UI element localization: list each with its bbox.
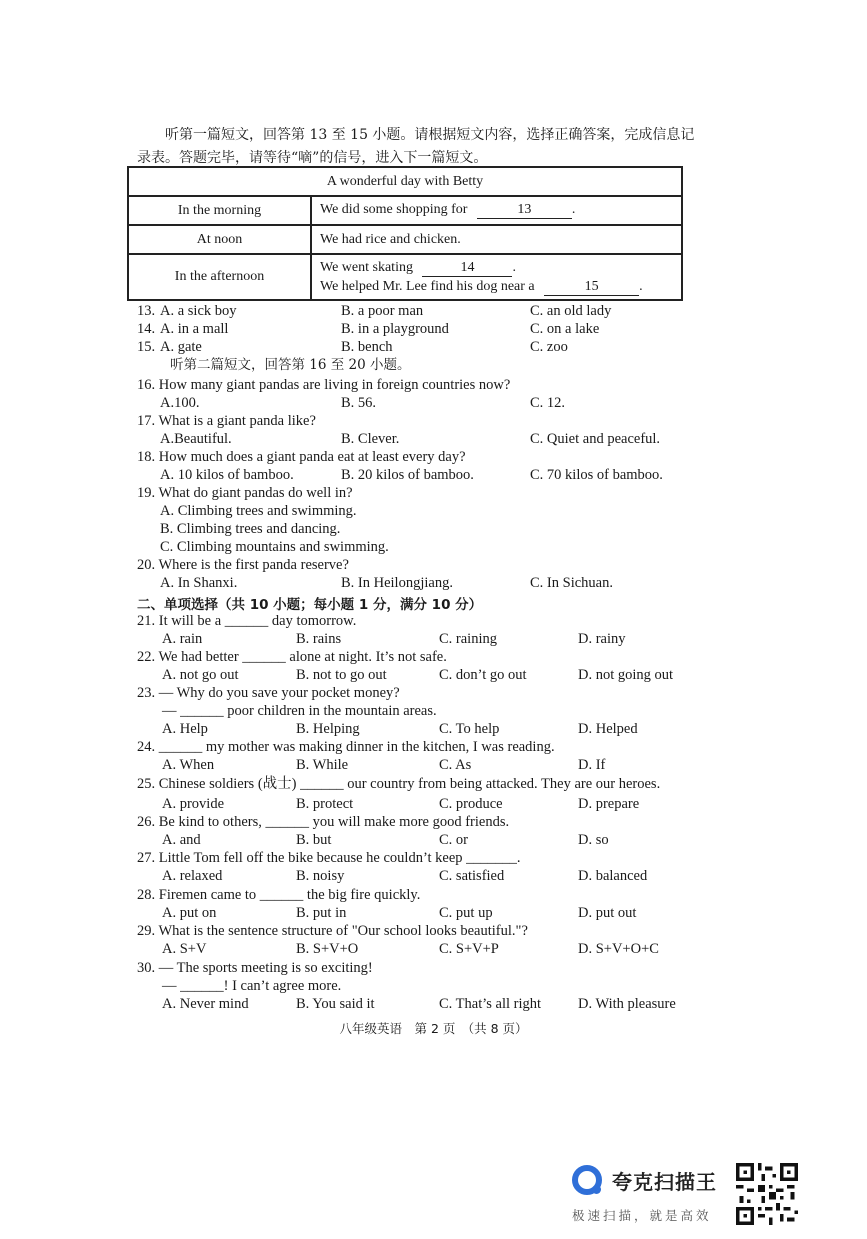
question-stem: 26. Be kind to others, ______ you will make more good friends. (137, 814, 510, 830)
option-c: C. In Sichuan. (530, 575, 613, 591)
option-d: D. rainy (578, 631, 626, 647)
option-c: C. 12. (530, 395, 566, 411)
table-cell-time: At noon (128, 225, 311, 254)
question-stem: 20. Where is the first panda reserve? (137, 557, 349, 573)
option-b: B. but (296, 832, 332, 848)
option-b: B. in a playground (341, 321, 449, 337)
option-a: A. Never mind (162, 996, 249, 1012)
answer-blank-13: 13 (477, 202, 572, 219)
option-a: A. not go out (162, 667, 239, 683)
table-title: A wonderful day with Betty (128, 167, 682, 196)
option-c: C. Quiet and peaceful. (530, 431, 661, 447)
option-b: B. put in (296, 905, 347, 921)
option-a: A. gate (160, 339, 202, 355)
option-b: B. bench (341, 339, 393, 355)
record-table (127, 166, 683, 301)
answer-blank-14: 14 (422, 260, 512, 277)
question-stem: 22. We had better ______ alone at night. It’s not safe. (137, 649, 447, 665)
option-a: A. relaxed (162, 868, 223, 884)
option-b: B. While (296, 757, 349, 773)
option-d: D. If (578, 757, 606, 773)
option-c: C. satisfied (439, 868, 505, 884)
option-b: B. You said it (296, 996, 375, 1012)
option-b: B. noisy (296, 868, 345, 884)
question-stem: 19. What do giant pandas do well in? (137, 485, 353, 501)
option-a: A. S+V (162, 941, 207, 957)
option-a: A. and (162, 832, 201, 848)
option-b: B. 20 kilos of bamboo. (341, 467, 474, 483)
option-b: B. S+V+O (296, 941, 359, 957)
option-a: A. Climbing trees and swimming. (160, 503, 357, 519)
option-b: B. a poor man (341, 303, 424, 319)
option-c: C. Climbing mountains and swimming. (160, 539, 389, 555)
option-b: B. 56. (341, 395, 377, 411)
option-b: B. rains (296, 631, 342, 647)
option-c: C. an old lady (530, 303, 612, 319)
option-a: A. in a mall (160, 321, 229, 337)
question-stem-2: — ______! I can’t agree more. (162, 978, 342, 994)
question-stem: 23. — Why do you save your pocket money? (137, 685, 400, 701)
brand-slogan: 极速扫描，就是高效 (572, 1208, 712, 1223)
question-stem: 24. ______ my mother was making dinner in the kitchen, I was reading. (137, 739, 555, 755)
option-c: C. That’s all right (439, 996, 542, 1012)
option-d: D. prepare (578, 796, 640, 812)
question-stem: 29. What is the sentence structure of "Our school looks beautiful."? (137, 923, 528, 939)
option-c: C. raining (439, 631, 497, 647)
option-d: D. put out (578, 905, 637, 921)
option-d: D. With pleasure (578, 996, 676, 1012)
quark-logo-icon (572, 1165, 602, 1195)
option-a: A. Help (162, 721, 208, 737)
option-c: C. put up (439, 905, 493, 921)
question-stem: 17. What is a giant panda like? (137, 413, 316, 429)
qr-code-icon (733, 1163, 801, 1225)
option-a: A. rain (162, 631, 203, 647)
option-a: A. put on (162, 905, 217, 921)
option-a: A.100. (160, 395, 200, 411)
option-c: C. S+V+P (439, 941, 499, 957)
question-stem: 30. — The sports meeting is so exciting! (137, 960, 373, 976)
option-c: C. or (439, 832, 468, 848)
table-cell-activity: We went skating 14 . We helped Mr. Lee find his dog near a 15 . (311, 254, 682, 300)
option-a: A. In Shanxi. (160, 575, 238, 591)
option-d: D. not going out (578, 667, 674, 683)
option-d: D. Helped (578, 721, 638, 737)
option-a: A.Beautiful. (160, 431, 232, 447)
brand-name: 夸克扫描王 (612, 1169, 717, 1194)
option-c: C. on a lake (530, 321, 600, 337)
option-b: B. Climbing trees and dancing. (160, 521, 341, 537)
option-b: B. In Heilongjiang. (341, 575, 453, 591)
option-b: B. protect (296, 796, 354, 812)
option-d: D. balanced (578, 868, 648, 884)
intro-line-1: 听第一篇短文，回答第 13 至 15 小题。请根据短文内容，选择正确答案，完成信息记 (165, 127, 695, 143)
question-stem: 25. Chinese soldiers (战士) ______ our country from being attacked. They are our heroes. (137, 776, 661, 792)
option-d: D. so (578, 832, 609, 848)
option-a: A. a sick boy (160, 303, 237, 319)
section-title: 二、单项选择（共 10 小题；每小题 1 分，满分 10 分） (137, 597, 483, 613)
question-stem: 27. Little Tom fell off the bike because he couldn’t keep _______. (137, 850, 521, 866)
answer-blank-15: 15 (544, 279, 639, 296)
table-cell-time: In the morning (128, 196, 311, 225)
option-c: C. To help (439, 721, 500, 737)
page-footer: 八年级英语 第 2 页 （共 8 页） (339, 1021, 528, 1036)
question-stem-2: — ______ poor children in the mountain areas. (162, 703, 437, 719)
question-stem: 16. How many giant pandas are living in foreign countries now? (137, 377, 511, 393)
option-c: C. As (439, 757, 472, 773)
question-stem: 21. It will be a ______ day tomorrow. (137, 613, 357, 629)
option-c: C. don’t go out (439, 667, 527, 683)
table-cell-time: In the afternoon (128, 254, 311, 300)
option-b: B. not to go out (296, 667, 387, 683)
scanner-watermark (572, 1165, 717, 1195)
option-c: C. zoo (530, 339, 568, 355)
option-d: D. S+V+O+C (578, 941, 659, 957)
option-c: C. 70 kilos of bamboo. (530, 467, 663, 483)
intro-line-2: 录表。答题完毕，请等待“嘀”的信号，进入下一篇短文。 (137, 150, 488, 166)
option-a: A. 10 kilos of bamboo. (160, 467, 294, 483)
table-cell-activity: We did some shopping for 13 . (311, 196, 682, 225)
option-a: A. provide (162, 796, 225, 812)
question-stem: 28. Firemen came to ______ the big fire quickly. (137, 887, 421, 903)
passage2-intro: 听第二篇短文，回答第 16 至 20 小题。 (170, 357, 411, 373)
option-a: A. When (162, 757, 215, 773)
table-cell-activity: We had rice and chicken. (311, 225, 682, 254)
option-b: B. Clever. (341, 431, 400, 447)
question-stem: 18. How much does a giant panda eat at least every day? (137, 449, 466, 465)
option-c: C. produce (439, 796, 503, 812)
option-b: B. Helping (296, 721, 360, 737)
